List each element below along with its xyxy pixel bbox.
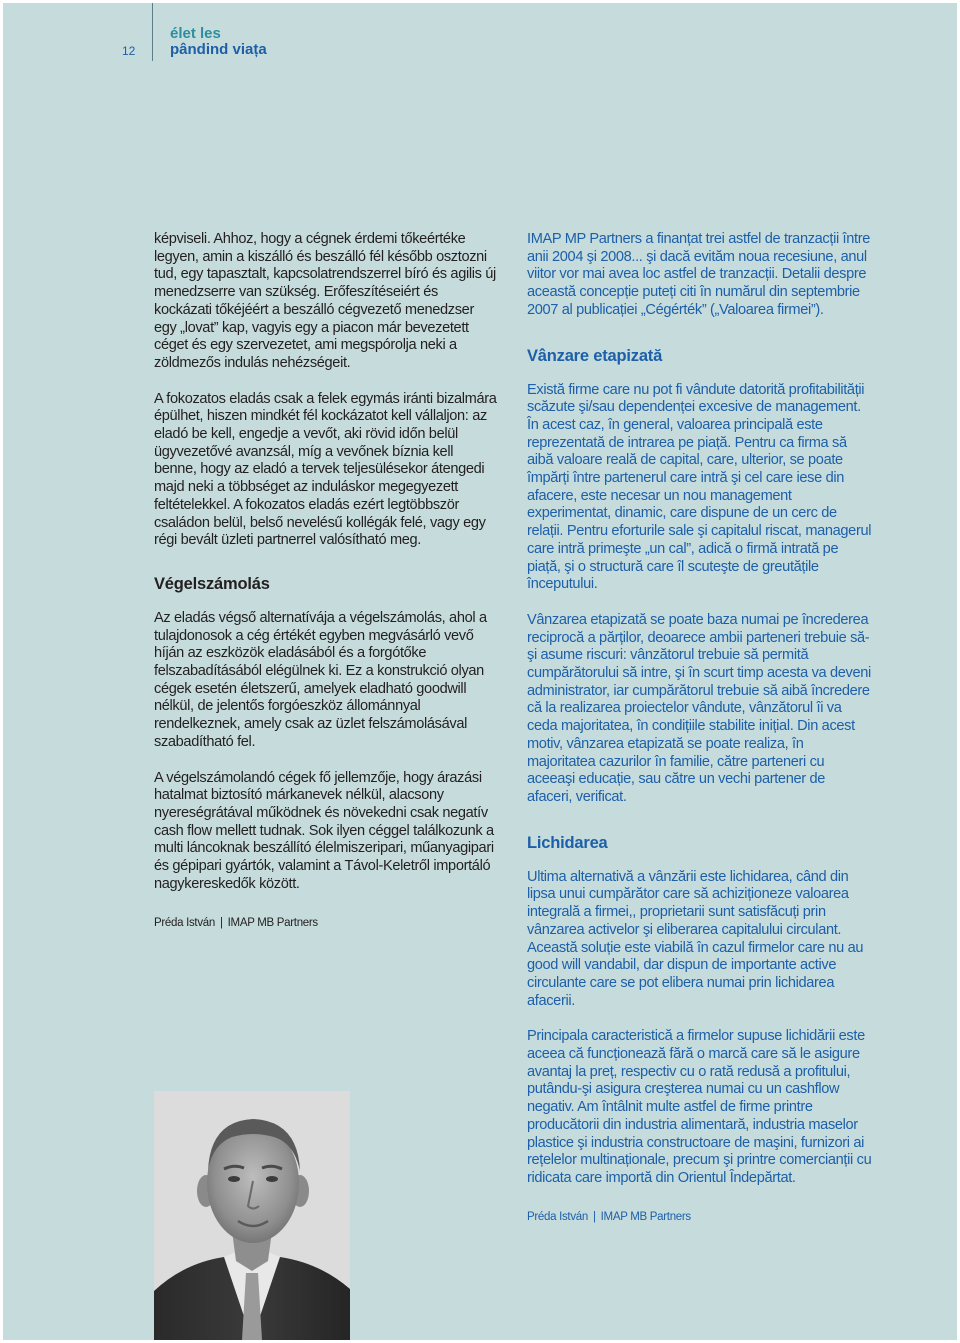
header-divider (152, 3, 153, 61)
paragraph: Vânzarea etapizată se poate baza numai pe încrederea reciprocă a părților, deoarece ambii parteneri trebuie să-şi asume riscuri: vânzătorul trebuie să permită cumpărătorului să intre, şi în scurt timp acesta va deveni administrator, iar cumpărătorul trebuie să aibă încredere că la realizarea proiectelor vândute, vânzătorul îi va ceda majoritatea, în condițiile stabilite inițial. Din acest motiv, vânzarea etapizată se poate realiza, în majoritatea cazurilor în familie, către parteneri cu aceeaşi educație, sau către un vechi partener de afaceri, verificat. (527, 611, 871, 805)
author-company: IMAP MB Partners (600, 1210, 691, 1223)
section-heading: Vânzare etapizată (527, 346, 663, 365)
byline-separator: | (219, 916, 223, 929)
paragraph: képviseli. Ahhoz, hogy a cégnek érdemi tőkeértéke legyen, amin a kiszálló és beszálló fél később osztozni tud, egy tapasztalt, kapcsolatrendszerrel bíró és agilis új menedzserre van szükség. Erőfeszítéseiért és kockázati tőkéjéért a beszálló cégvezető menedzser egy „lovat” kap, vagyis egy a piacon már bevezetett céget és egy szervezetet, ami megspórolja neki a zöldmezős indulás nehézségeit. (154, 231, 496, 371)
author-byline (154, 916, 499, 930)
author-company: IMAP MB Partners (227, 916, 318, 929)
paragraph: A végelszámolandó cégek fő jellemzője, hogy árazási hatalmat biztosító márkanevek nélkül, alacsony nyereségrátával működnek és növekedni csak negatív cash flow mellett tudnak. Sok ilyen céggel találkozunk a multi láncoknak beszállító élelmiszeripari, műanyagipari és gépipari gyártók, valamint a Távol-Keletről importáló nagykereskedők között. (154, 769, 494, 892)
page (3, 3, 957, 1340)
paragraph: Principala caracteristică a firmelor supuse lichidării este aceea că funcționează fără o marcă care să le asigure avantaj la preț, respectiv cu o rată redusă a profitului, putându-şi asigura creşterea numai cu un cashflow negativ. Am întâlnit multe astfel de firme printre producătorii din industria alimentară, industria maselor plastice şi industria constructoare de maşini, furnizori ai rețelelor multinaționale, precum şi printre comercianții cu ridicata care importă din Orientul Îndepărtat. (527, 1028, 872, 1186)
byline-separator: | (592, 1210, 596, 1223)
hungarian-column (154, 231, 499, 930)
paragraph: Az eladás végső alternatívája a végelszámolás, ahol a tulajdonosok a cég értékét egyben megvásárló vevő híján az eszközök eladásából és a forgótőke felszabadításából elégülnek ki. Ez a konstrukció olyan cégek esetén életszerű, amelyek eladható goodwill nélkül, de jelentős forgóeszköz állománnyal rendelkeznek, amely csak az üzlet felszámolásával szabadítható fel. (154, 609, 487, 750)
section-heading: Végelszámolás (154, 574, 270, 593)
portrait-illustration (154, 1091, 350, 1340)
paragraph: Ultima alternativă a vânzării este lichidarea, când din lipsa unui cumpărător care să achiziționeze valoarea integrală a firmei,, proprietarii sunt satisfăcuți prin vânzarea activelor şi eliberarea capitalului circulant. Această soluție este viabilă în cazul firmelor care nu au good will vandabil, dar dispun de importante active circulante care se pot elibera numai prin lichidarea afacerii. (527, 868, 864, 1009)
section-heading: Lichidarea (527, 833, 608, 852)
author-byline (527, 1210, 872, 1224)
paragraph: A fokozatos eladás csak a felek egymás iránti bizalmára épülhet, hiszen mindkét fél kockázatot kell vállaljon: az eladó be kell, engedje a vevőt, aki rövid időn belül ügyvezetővé avanzsál, míg a vevőnek bíznia kell benne, hogy az eladó a tervek teljesülésekor átengedi majd neki a többséget az induláskor megegyezett feltételekkel. A fokozatos eladás ezért legtöbbször családon belül, belső nevelésű kollégák felé, vagy egy régi bevált üzleti partnerrel valósítható meg. (154, 390, 497, 549)
romanian-column (527, 231, 872, 1224)
section-title-line1: élet les (170, 25, 221, 42)
page-number: 12 (122, 44, 136, 58)
author-name: Préda István (527, 1210, 588, 1223)
section-title-line2: pândind viața (170, 41, 267, 58)
paragraph: Există firme care nu pot fi vândute datorită profitabilității scăzute şi/sau dependenței excesive de management. În acest caz, în general, valoarea principală este reprezentată de intrarea pe piață. Pentru ca firma să aibă valoare reală de capital, care, ulterior, se poate împărți între partenerul care intră şi cel care iese din afacere, este necesar un nou management experimentat, dinamic, care dispune de un cerc de relații. Pentru eforturile sale şi capitalul riscat, managerul care intră primeşte „un cal”, adică o firmă intrată pe piață, şi o structură care îl scuteşte de greutățile începutului. (527, 381, 872, 593)
author-portrait-photo (154, 1091, 350, 1340)
author-name: Préda István (154, 916, 215, 929)
paragraph: IMAP MP Partners a finanțat trei astfel de tranzacții între anii 2004 şi 2008... şi dacă evităm noua recesiune, anul viitor vor mai avea loc astfel de tranzacții. Detalii despre această concepție puteți citi în numărul din septembrie 2007 al publicației „Cégérték” („Valoarea firmei”). (527, 231, 871, 318)
